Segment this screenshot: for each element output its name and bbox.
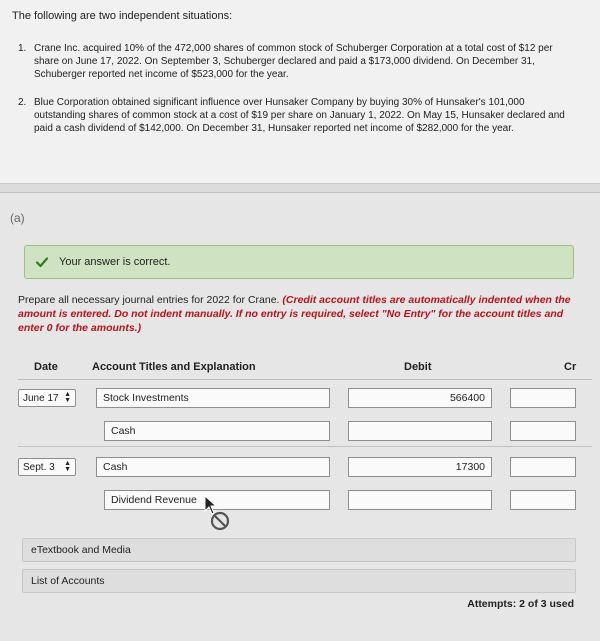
instruction-text: Prepare all necessary journal entries for 2022 for Crane. bbox=[18, 294, 280, 306]
situation-text: Blue Corporation obtained significant influence over Hunsaker Company by buying 30% of Hunsaker's 101,000 outstanding shares of common stock at a cost of $19 per share on January 1, 2022. On May 15, Hunsaker declared and paid a cash dividend of $142,000. On December 31, Hunsaker reported net income of $282,000 for the year. bbox=[34, 97, 565, 134]
list-of-accounts-button[interactable]: List of Accounts bbox=[22, 569, 576, 593]
header-credit: Cr bbox=[564, 361, 577, 373]
situation-number: 1. bbox=[18, 43, 27, 54]
credit-account-input[interactable]: Cash bbox=[104, 421, 330, 441]
credit-amount-input[interactable] bbox=[510, 421, 576, 441]
instruction-note: (Credit account titles are automatically indented when the amount is entered. Do not indent manually. If no entry is required, select "No Entry" for the account titles and enter 0 for the amounts.) bbox=[18, 294, 571, 334]
date-select-sept-3[interactable] bbox=[18, 458, 76, 476]
date-select-june-17[interactable] bbox=[18, 389, 76, 407]
credit-account-input[interactable]: Dividend Revenue bbox=[104, 490, 330, 510]
problem-intro: The following are two independent situations: bbox=[12, 10, 233, 22]
situation-1 bbox=[18, 42, 578, 81]
header-debit: Debit bbox=[404, 361, 432, 373]
header-date: Date bbox=[34, 361, 58, 373]
credit-amount-input[interactable] bbox=[510, 388, 576, 408]
problem-statement bbox=[0, 0, 600, 184]
part-label: (a) bbox=[10, 211, 25, 225]
situation-number: 2. bbox=[18, 97, 27, 108]
credit-amount-input[interactable] bbox=[510, 490, 576, 510]
updown-arrows-icon: ▲ ▼ bbox=[64, 391, 71, 404]
date-value: Sept. 3 bbox=[23, 461, 55, 473]
answer-panel bbox=[0, 192, 600, 641]
header-divider bbox=[18, 379, 592, 380]
debit-account-input[interactable]: Cash bbox=[96, 457, 330, 477]
date-value: June 17 bbox=[23, 392, 59, 404]
situation-2 bbox=[18, 96, 578, 135]
updown-arrows-icon: ▲ ▼ bbox=[64, 460, 71, 473]
debit-amount-input[interactable]: 566400 bbox=[348, 388, 492, 408]
status-text: Your answer is correct. bbox=[59, 256, 171, 268]
entry-divider bbox=[18, 446, 592, 447]
etextbook-media-button[interactable]: eTextbook and Media bbox=[22, 538, 576, 562]
not-allowed-icon bbox=[210, 511, 230, 531]
correct-answer-banner bbox=[24, 245, 574, 279]
checkmark-icon bbox=[35, 255, 49, 269]
credit-amount-input[interactable] bbox=[510, 457, 576, 477]
situation-text: Crane Inc. acquired 10% of the 472,000 shares of common stock of Schuberger Corporation at a total cost of $12 per share on June 17, 2022. On September 3, Schuberger declared and paid a $173,000 dividend. On December 31, Schuberger reported net income of $523,000 for the year. bbox=[34, 43, 553, 80]
instructions bbox=[18, 293, 583, 335]
debit-amount-input[interactable]: 17300 bbox=[348, 457, 492, 477]
header-account: Account Titles and Explanation bbox=[92, 361, 256, 373]
debit-amount-input[interactable] bbox=[348, 490, 492, 510]
attempts-counter: Attempts: 2 of 3 used bbox=[467, 598, 574, 610]
debit-amount-input[interactable] bbox=[348, 421, 492, 441]
debit-account-input[interactable]: Stock Investments bbox=[96, 388, 330, 408]
